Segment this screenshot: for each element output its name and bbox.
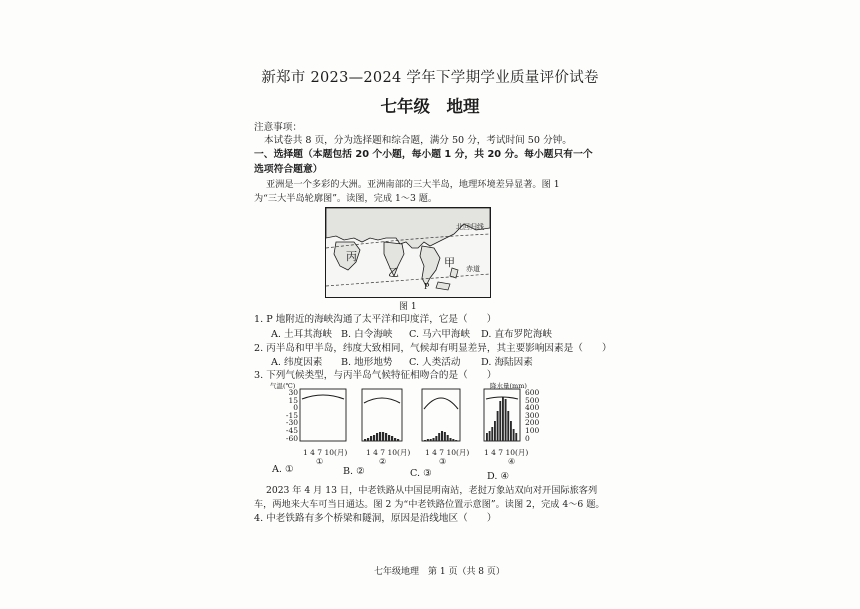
precip-bar-3-2 [427, 439, 429, 441]
q3-option-b: B. ② [343, 466, 365, 477]
precip-bar-2-2 [367, 438, 369, 441]
precip-tick-1: 500 [525, 395, 540, 405]
chart3-months: 1 4 7 10(月) [425, 448, 470, 457]
precip-bar-4-9 [507, 411, 509, 441]
precip-bar-2-10 [391, 436, 393, 441]
chart3-number: ③ [439, 457, 447, 466]
chart2-months: 1 4 7 10(月) [366, 448, 411, 457]
label-bing: 丙 [346, 250, 357, 263]
exam-subtitle: 七年级 地理 [380, 97, 480, 116]
q1-option-a: A. 土耳其海峡 [271, 329, 332, 340]
q2-stem: 2. 丙半岛和甲半岛，纬度大致相同，气候却有明显差异，其主要影响因素是（ ） [254, 343, 612, 354]
precip-bar-2-3 [370, 436, 372, 441]
temp-tick-2: 0 [293, 403, 298, 413]
precip-ticks [525, 389, 549, 442]
label-yi: 乙 [388, 266, 399, 279]
precip-bar-3-12 [455, 440, 457, 441]
q1-option-c: C. 马六甲海峡 [409, 329, 471, 340]
temp-curve-2 [364, 398, 400, 403]
climate-chart-1 [300, 389, 346, 441]
precip-bar-2-11 [394, 438, 396, 441]
climate-chart-4 [484, 389, 520, 441]
label-tropic-cancer: 北回归线 [456, 223, 484, 231]
q3-stem: 3. 下列气候类型，与丙半岛气候特征相吻合的是（ ） [254, 370, 497, 381]
precip-axis-label: 降水量(mm) [490, 382, 527, 390]
precip-tick-4: 200 [525, 418, 540, 428]
precip-bar-4-4 [494, 421, 496, 441]
climate-charts-svg [296, 386, 528, 446]
precip-bar-2-6 [379, 432, 381, 441]
temp-ticks [278, 389, 298, 442]
temp-tick-6: -60 [285, 433, 298, 443]
precip-bar-2-7 [382, 432, 384, 441]
section1-line2: 选项符合题意） [254, 164, 323, 175]
q2-option-c: C. 人类活动 [409, 357, 461, 368]
intro2-line2: 车，两地来大车可当日通达。图 2 为“中老铁路位置示意图”。读图 2，完成 4～6 题。 [254, 499, 605, 510]
precip-bar-3-1 [424, 440, 426, 441]
precip-bar-4-8 [505, 399, 507, 441]
q3-option-a: A. ① [272, 464, 294, 475]
label-equator: 赤道 [466, 265, 480, 273]
precip-bar-3-10 [450, 438, 452, 441]
temp-axis-label: 气温(℃) [270, 382, 296, 390]
precip-bar-3-6 [438, 433, 440, 441]
precip-bar-4-3 [491, 427, 493, 441]
precip-bar-3-7 [441, 431, 443, 441]
precip-bar-4-5 [497, 411, 499, 441]
temp-curve-1 [302, 395, 344, 399]
q2-option-b: B. 地形地势 [341, 357, 393, 368]
q1-stem: 1. P 地附近的海峡沟通了太平洋和印度洋，它是（ ） [254, 314, 497, 325]
precip-bar-4-1 [486, 433, 488, 441]
label-p: P [424, 282, 430, 291]
precip-bar-4-6 [499, 401, 501, 441]
precip-bar-2-1 [364, 439, 366, 441]
equator-line [326, 274, 490, 286]
precip-bar-3-9 [447, 435, 449, 441]
section1-line1: 一、选择题（本题包括 20 个小题，每小题 1 分，共 20 分。每小题只有一个 [254, 149, 593, 160]
precip-bar-4-2 [489, 431, 491, 441]
label-jia: 甲 [444, 256, 455, 269]
notice-text: 本试卷共 8 页，分为选择题和综合题，满分 50 分，考试时间 50 分钟。 [264, 135, 572, 146]
figure1-map [325, 207, 491, 298]
q2-option-d: D. 海陆因素 [481, 357, 533, 368]
precip-tick-5: 100 [525, 425, 540, 435]
precip-tick-2: 400 [525, 403, 540, 413]
precip-bar-4-11 [513, 429, 515, 441]
q3-option-d: D. ④ [487, 471, 510, 482]
indochina-peninsula [420, 246, 440, 286]
precip-bar-3-5 [435, 436, 437, 441]
precip-tick-3: 300 [525, 410, 540, 420]
figure1-caption: 图 1 [399, 302, 417, 312]
chart4-months: 1 4 7 10(月) [484, 448, 529, 457]
precip-bar-2-8 [385, 433, 387, 441]
temp-tick-5: -45 [285, 425, 298, 435]
q3-option-c: C. ③ [410, 468, 432, 479]
precip-bar-3-8 [444, 432, 446, 441]
precip-bar-4-12 [515, 433, 517, 441]
chart4-number: ④ [508, 457, 516, 466]
climate-chart-2 [362, 389, 402, 441]
precip-bar-3-4 [433, 438, 435, 441]
temp-tick-0: 30 [288, 388, 298, 397]
q1-option-d: D. 直布罗陀海峡 [481, 329, 553, 340]
chart2-number: ② [379, 457, 387, 466]
temp-tick-4: -30 [285, 418, 298, 428]
climate-chart-3 [422, 389, 460, 441]
intro2-line1: 2023 年 4 月 13 日，中老铁路从中国昆明南站，老挝万象站双向对开国际旅客列 [266, 485, 598, 496]
q2-option-a: A. 纬度因素 [271, 357, 323, 368]
notice-heading: 注意事项： [254, 122, 302, 133]
precip-bar-2-12 [397, 439, 399, 441]
precip-tick-6: 0 [525, 433, 530, 443]
precip-bar-4-7 [502, 397, 504, 441]
intro1-line2: 为“三大半岛轮廓图”。读图，完成 1～3 题。 [254, 193, 438, 204]
temp-tick-3: -15 [285, 410, 298, 420]
temp-curve-3 [424, 398, 458, 409]
precip-bar-2-9 [388, 435, 390, 441]
precip-bar-3-3 [430, 439, 432, 441]
precip-bar-3-11 [452, 439, 454, 441]
q4-stem: 4. 中老铁路有多个桥梁和隧洞，原因是沿线地区（ ） [254, 513, 497, 524]
exam-title: 新郑市 2023—2024 学年下学期学业质量评价试卷 [261, 70, 599, 86]
temp-tick-1: 15 [288, 395, 298, 405]
page-footer: 七年级地理 第 1 页（共 8 页） [374, 567, 505, 577]
precip-tick-0: 600 [525, 388, 540, 397]
islands [436, 268, 458, 290]
chart1-months: 1 4 7 10(月) [303, 448, 348, 457]
precip-bar-2-4 [373, 435, 375, 441]
q1-option-b: B. 白令海峡 [341, 329, 393, 340]
precip-bar-4-10 [510, 421, 512, 441]
chart1-number: ① [316, 457, 324, 466]
precip-bar-2-5 [376, 433, 378, 441]
intro1-line1: 亚洲是一个多彩的大洲。亚洲南部的三大半岛，地理环境差异显著。图 1 [266, 179, 560, 190]
